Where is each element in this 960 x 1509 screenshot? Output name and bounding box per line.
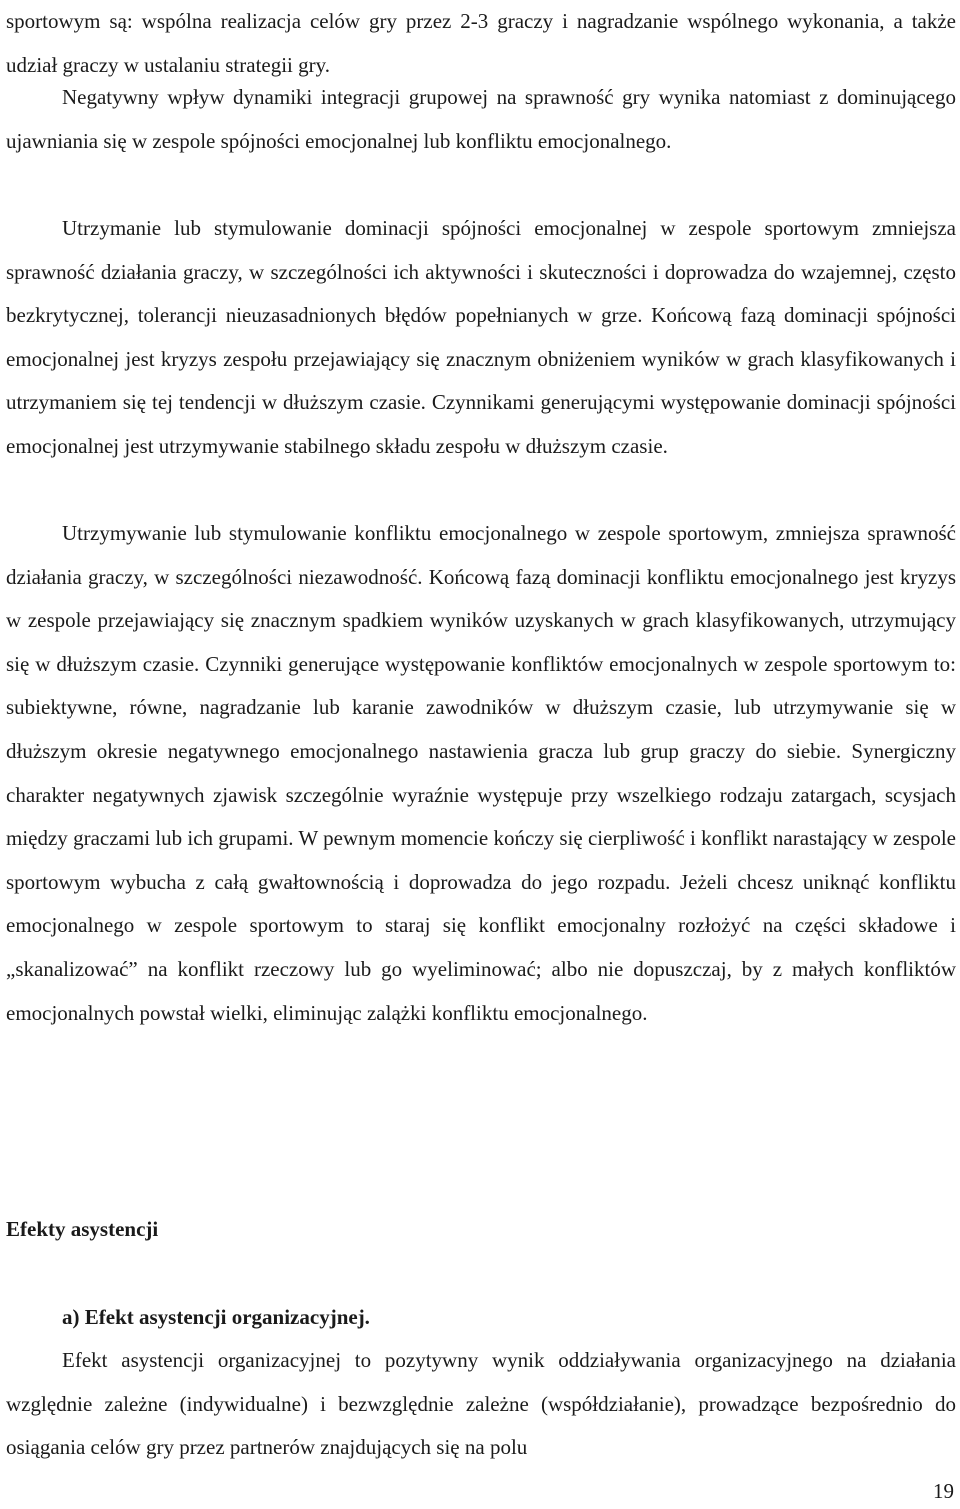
- body-paragraph-0: sportowym są: wspólna realizacja celów gry przez 2-3 graczy i nagradzanie wspólnego wykonania, a także udział graczy w ustalaniu strategii gry.: [6, 9, 956, 77]
- body-paragraph-3: Utrzymywanie lub stymulowanie konfliktu emocjonalnego w zespole sportowym, zmniejsza sprawność działania graczy, w szczególności niezawodność. Końcową fazą dominacji konfliktu emocjonalnego jest kryzys w zespole przejawiający się znacznym spadkiem wyników uzyskanych w grach klasyfikowanych, utrzymujący się w dłuższym czasie. Czynniki generujące występowanie konfliktów emocjonalnych w zespole sportowym to: subiektywne, równe, nagradzanie lub karanie zawodników w dłuższym czasie, lub utrzymywanie się w dłuższym okresie negatywnego emocjonalnego nastawienia gracza lub grup graczy do siebie. Synergiczny charakter negatywnych zjawisk szczególnie wyraźnie występuje przy wszelkiego rodzaju zatargach, scysjach między graczami lub ich grupami. W pewnym momencie kończy się cierpliwość i konflikt narastający w zespole sportowym wybucha z całą gwałtownością i doprowadza do jego rozpadu. Jeżeli chcesz uniknąć konfliktu emocjonalnego w zespole sportowym to staraj się konflikt emocjonalny rozłożyć na części składowe i „skanalizować” na konflikt rzeczowy lub go wyeliminować; albo nie dopuszczaj, by z małych konfliktów emocjonalnych powstał wielki, eliminując zalążki konfliktu emocjonalnego.: [6, 521, 956, 1025]
- section-heading: Efekty asystencji: [6, 1217, 159, 1241]
- body-paragraph-2: Utrzymanie lub stymulowanie dominacji spójności emocjonalnej w zespole sportowym zmniejsza sprawność działania graczy, w szczególności ich aktywności i skuteczności i doprowadza do wzajemnej, często bezkrytycznej, tolerancji nieuzasadnionych błędów popełnianych w grze. Końcową fazą dominacji spójności emocjonalnej jest kryzys zespołu przejawiający się znacznym obniżeniem wyników w grach klasyfikowanych i utrzymaniem się tej tendencji w dłuższym czasie. Czynnikami generującymi występowanie dominacji spójności emocjonalnej jest utrzymywanie stabilnego składu zespołu w dłuższym czasie.: [6, 216, 956, 458]
- subsection-heading: a) Efekt asystencji organizacyjnej.: [62, 1305, 370, 1329]
- body-paragraph-1: Negatywny wpływ dynamiki integracji grupowej na sprawność gry wynika natomiast z dominującego ujawniania się w zespole spójności emocjonalnej lub konfliktu emocjonalnego.: [6, 85, 956, 153]
- page-number: 19: [933, 1479, 954, 1503]
- body-paragraph-4: Efekt asystencji organizacyjnej to pozytywny wynik oddziaływania organizacyjnego na działania względnie zależne (indywidualne) i bezwzględnie zależne (współdziałanie), prowadzące bezpośrednio do osiągania celów gry przez partnerów znajdujących się na polu: [6, 1348, 956, 1460]
